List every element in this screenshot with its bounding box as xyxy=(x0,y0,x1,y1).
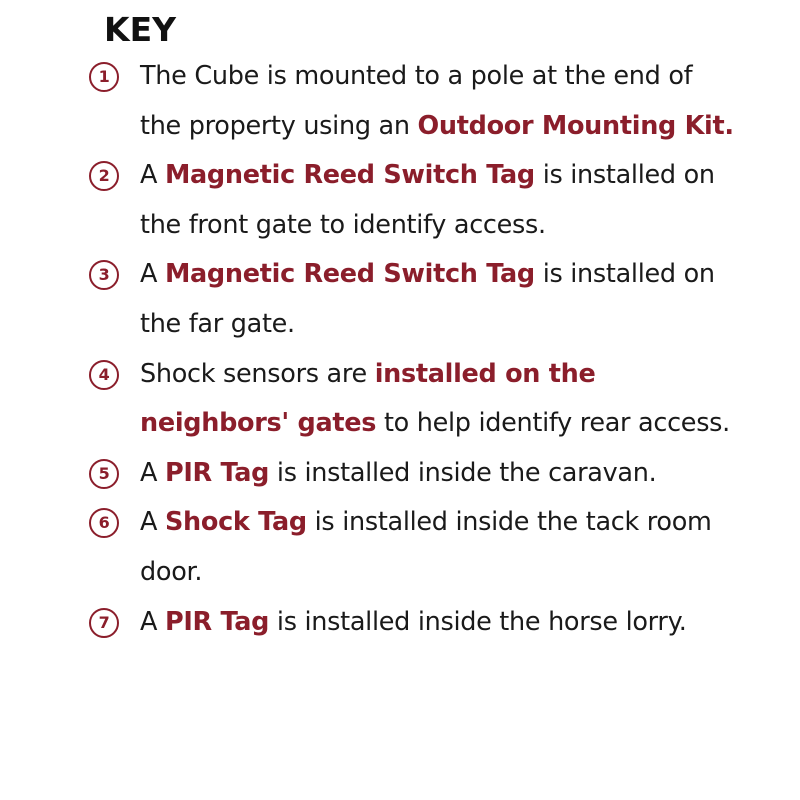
item-highlight-6: Shock Tag xyxy=(164,507,307,538)
item-text-2: A xyxy=(140,160,165,191)
item-highlight-1: Outdoor Mounting Kit. xyxy=(417,110,734,141)
item-text-5: A xyxy=(140,457,165,488)
number-badge-6: 6 xyxy=(89,508,119,538)
item-text-end-6: is installed inside the tack room door. xyxy=(140,507,712,587)
item-text-3: A xyxy=(140,259,165,290)
key-item-7 xyxy=(0,598,800,648)
item-text-end-7: is installed inside the horse lorry. xyxy=(269,606,687,637)
item-highlight-7: PIR Tag xyxy=(164,606,270,637)
key-item-5 xyxy=(0,449,800,499)
item-text-6: A xyxy=(140,507,165,538)
key-title: KEY xyxy=(104,10,177,49)
item-highlight-4: installed on the neighbors' gates xyxy=(140,358,596,439)
item-text-7: A xyxy=(140,606,165,637)
key-item-1 xyxy=(0,52,800,151)
number-badge-3: 3 xyxy=(89,260,119,290)
key-item-2 xyxy=(0,151,800,250)
item-highlight-3: Magnetic Reed Switch Tag xyxy=(164,259,535,290)
item-text-end-4: to help identify rear access. xyxy=(376,408,730,439)
number-badge-7: 7 xyxy=(89,608,119,638)
number-badge-4: 4 xyxy=(89,360,119,390)
item-text-4: Shock sensors are xyxy=(140,358,375,389)
number-badge-1: 1 xyxy=(89,62,119,92)
key-item-6 xyxy=(0,498,800,597)
item-text-end-2: is installed on the front gate to identify access. xyxy=(140,160,715,240)
number-badge-5: 5 xyxy=(89,459,119,489)
key-item-4 xyxy=(0,350,800,449)
item-highlight-2: Magnetic Reed Switch Tag xyxy=(164,160,535,191)
item-text-end-5: is installed inside the caravan. xyxy=(269,457,657,488)
item-text-1: The Cube is mounted to a pole at the end of the property using an xyxy=(140,61,693,141)
key-item-3 xyxy=(0,250,800,349)
number-badge-2: 2 xyxy=(89,161,119,191)
item-text-end-3: is installed on the far gate. xyxy=(140,259,715,339)
key-list xyxy=(0,52,800,647)
item-highlight-5: PIR Tag xyxy=(164,457,270,488)
